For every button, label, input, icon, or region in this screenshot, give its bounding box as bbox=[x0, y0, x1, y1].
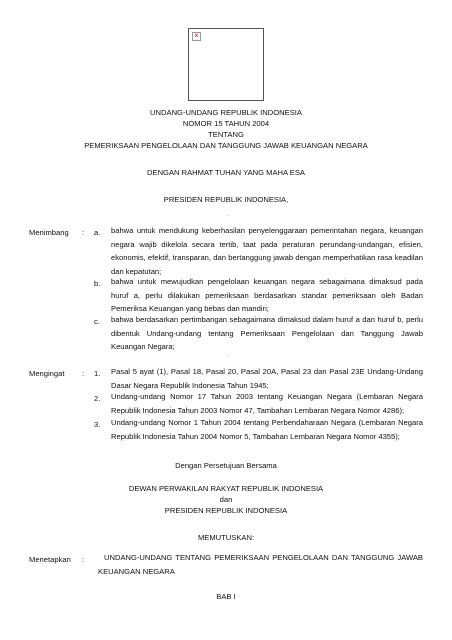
menimbang-item-a: bahwa untuk mendukung keberhasilan penyelenggaraan pemerintahan negara, keuangan negara wajib dikelola secara tertib, taat pada peraturan perundang-undangan, efisien, ekonomis, efektif, transparan, dan bertanggung jawab dengan memperhatikan rasa keadilan dan kepatutan; bbox=[111, 226, 423, 276]
mengingat-marker-1: 1. bbox=[94, 369, 101, 378]
grace-phrase: DENGAN RAHMAT TUHAN YANG MAHA ESA bbox=[147, 168, 305, 177]
law-number: NOMOR 15 TAHUN 2004 bbox=[182, 119, 270, 128]
menimbang-item-b: bahwa untuk mewujudkan pengelolaan keuangan negara sebagaimana dimaksud pada huruf a, perlu dilakukan pemeriksaan berdasarkan standar pemeriksaan oleh Badan Pemeriksa Keuangan yang bebas dan mandiri; bbox=[111, 277, 423, 313]
menetapkan-text: UNDANG-UNDANG TENTANG PEMERIKSAAN PENGELOLAAN DAN TANGGUNG JAWAB KEUANGAN NEGARA bbox=[98, 553, 423, 576]
mengingat-marker-2: 2. bbox=[94, 394, 101, 403]
menimbang-colon: : bbox=[82, 228, 85, 237]
mengingat-item-3: Undang-undang Nomor 1 Tahun 2004 tentang Perbendaharaan Negara (Lembaran Negara Republik Indonesia Tahun 2004 Nomor 5, Tambahan Lembaran Negara Nomor 4355); bbox=[111, 418, 423, 441]
menimbang-item-c: bahwa berdasarkan pertimbangan sebagaimana dimaksud dalam huruf a dan huruf b, perlu dibentuk Undang-undang tentang Pemeriksaan Pengelolaan dan Tanggung Jawab Keuangan Negara; bbox=[111, 315, 423, 351]
mengingat-label: Mengingat bbox=[29, 369, 65, 378]
menimbang-marker-a: a. bbox=[94, 228, 101, 237]
mengingat-marker-3: 3. bbox=[94, 420, 101, 429]
approval-president: PRESIDEN REPUBLIK INDONESIA bbox=[164, 506, 288, 515]
chapter-label: BAB I bbox=[216, 592, 236, 601]
mengingat-item-2: Undang-undang Nomor 17 Tahun 2003 tentang Keuangan Negara (Lembaran Negara Republik Indonesia Tahun 2003 Nomor 47, Tambahan Lembaran Negara Nomor 4286); bbox=[111, 392, 423, 415]
menetapkan-label: Menetapkan bbox=[29, 555, 71, 564]
menimbang-marker-b: b. bbox=[94, 279, 101, 288]
decision-heading: MEMUTUSKAN: bbox=[197, 533, 255, 542]
menimbang-marker-c: c. bbox=[94, 317, 100, 326]
approval-and: dan bbox=[219, 495, 233, 504]
law-title: UNDANG-UNDANG REPUBLIK INDONESIA bbox=[150, 108, 302, 117]
menimbang-label: Menimbang bbox=[29, 228, 69, 237]
emblem-image-placeholder bbox=[188, 28, 264, 101]
mengingat-item-1: Pasal 5 ayat (1), Pasal 18, Pasal 20, Pasal 20A, Pasal 23 dan Pasal 23E Undang-Undang Dasar Negara Republik Indonesia Tahun 1945; bbox=[111, 367, 423, 390]
law-subject: PEMERIKSAAN PENGELOLAAN DAN TANGGUNG JAWAB KEUANGAN NEGARA bbox=[84, 141, 368, 150]
approval-house: DEWAN PERWAKILAN RAKYAT REPUBLIK INDONESIA bbox=[128, 484, 324, 493]
menetapkan-colon: : bbox=[82, 555, 85, 564]
approval-intro: Dengan Persetujuan Bersama bbox=[175, 461, 277, 470]
about-label: TENTANG bbox=[208, 130, 244, 139]
president-heading: PRESIDEN REPUBLIK INDONESIA, bbox=[163, 195, 289, 204]
broken-image-icon bbox=[192, 32, 201, 41]
separator-dot: . bbox=[227, 212, 229, 218]
separator-dot: . bbox=[227, 352, 229, 358]
mengingat-colon: : bbox=[82, 369, 85, 378]
